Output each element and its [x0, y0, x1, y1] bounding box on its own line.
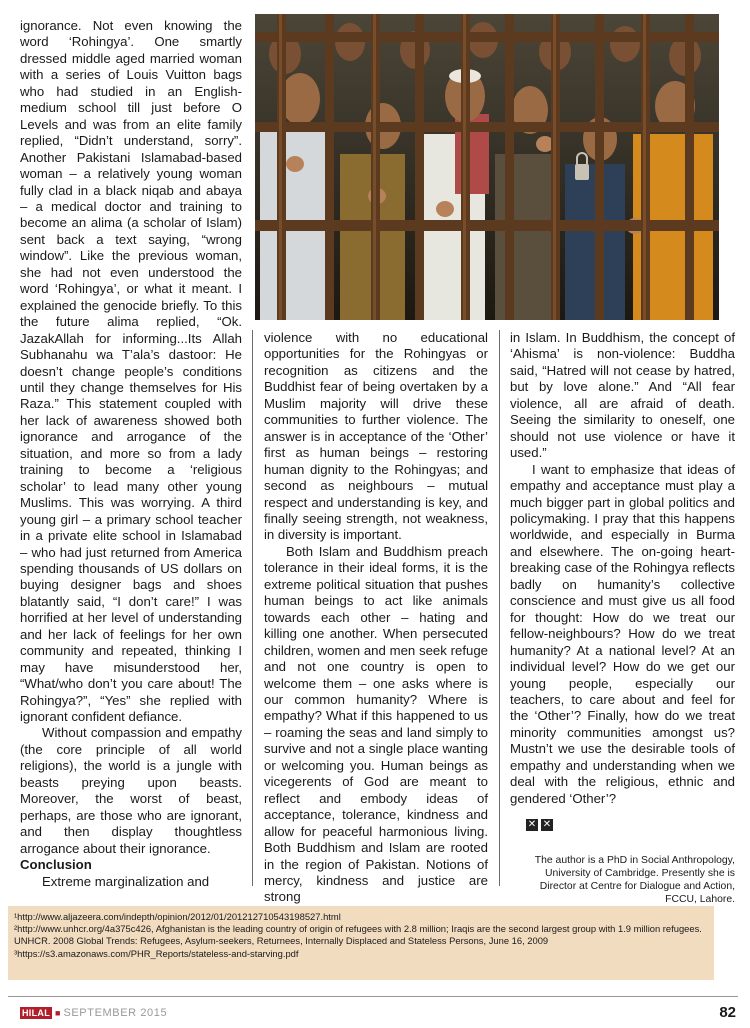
paragraph: Extreme marginalization and — [42, 873, 210, 889]
footnotes-box — [8, 906, 714, 980]
author-bio-line: The author is a PhD in Social Anthropology, — [534, 854, 735, 866]
photo-illustration — [255, 14, 719, 320]
author-bio-line: Director at Centre for Dialogue and Action, — [539, 880, 735, 892]
paragraph: in Islam. In Buddhism, the concept of ‘Ahisma’ is non-violence: Buddha said, “Hatred will not cease by hatred, but by love alone.” And “All fear violence, all are afraid of death. Seeing the similarity to oneself, one should not use violence or have it used.” — [510, 330, 735, 461]
section-heading-conclusion: Conclusion — [20, 857, 92, 873]
end-ornament — [510, 815, 735, 831]
issue-date: SEPTEMBER 2015 — [63, 1007, 168, 1019]
footnote: ¹http://www.aljazeera.com/indepth/opinion/2012/01/201212710543198527.html — [14, 911, 341, 922]
page-number: 82 — [719, 1004, 736, 1021]
article-column-2 — [264, 330, 488, 906]
paragraph: ignorance. Not even knowing the word ‘Rohingya’. One smartly dressed middle aged married woman with a series of Louis Vuitton bags who had studied in an English-medium school till just before O Levels and was from an elite family replied, “Didn’t understand, sorry”. Another Pakistani Islamabad-based woman – a relatively young woman fully clad in a black niqab and abaya – a medical doctor and training to become an alima (a scholar of Islam) sent back a text saying, “wrong window”. Like the previous woman, she had not even understood the word ‘Rohingya’, or what it meant. I explained the genocide briefly. To this the future alima replied, “Ok. JazakAllah for informing...Its Allah Subhanahu wa T’ala’s dastoor: He doesn’t change people’s conditions until they change themselves for His Raza.” This statement coupled with her lack of awareness showed both ignorance and arrogance of the situation, and more so from a lady training to become a ‘religious scholar’ to lead many other young Muslims. This was worrying. A third young girl – a primary school teacher in a private elite school in Islamabad – who had just returned from America spending thousands of US dollars on buying designer bags and shoes blatantly said, “I don’t care!” I was horrified at her level of understanding and her lack of feelings for her own community and repeated, thinking I may have misunderstood her, “What/who don’t you care about! The Rohingya?”, “Yes” she replied with ignorant confident defiance. — [20, 18, 242, 725]
paragraph: Without compassion and empathy (the core principle of all world religions), the world is a jungle with beasts preying upon beasts. Moreover, the worst of beast, perhaps, are those who are ignorant, and then display thoughtless arrogance about their ignorance. — [20, 725, 242, 856]
footer-divider — [8, 996, 738, 997]
article-column-1 — [20, 18, 242, 890]
magazine-logo: HILAL — [22, 1008, 50, 1018]
paragraph: Both Islam and Buddhism preach tolerance in their ideal forms, it is the extreme political situation that pushes human beings to act like animals towards each other – hating and killing one another. When persecuted children, women and men seek refuge and not one country is open to welcome them – one asks where is our common humanity? Where is empathy? What if this happened to us – roaming the seas and land simply to survive and not a single place wanting or welcoming you. Human beings as vicegerents of God are meant to reflect and embody ideas of acceptance, tolerance, kindness and allow for peaceful harmonious living. Both Buddhism and Islam are rooted in the region of Pakistan. Notions of mercy, kindness and justice are strong — [264, 543, 488, 905]
paragraph: violence with no educational opportunities for the Rohingyas or recognition as citizens and the Buddhist fear of being overtaken by a Muslim majority will drive these communities to further violence. The answer is in acceptance of the ‘Other’ first as human beings – restoring human dignity to the Rohingyas; and second as neighbours – mutual respect and understanding is key, and finally seeing strength, not weakness, in diversity is important. — [264, 330, 488, 543]
column-divider — [499, 330, 500, 886]
ornament-icon: ✕ — [542, 819, 552, 831]
article-column-3 — [510, 330, 735, 906]
column-divider — [252, 330, 253, 886]
separator-dot: ■ — [55, 1008, 61, 1018]
author-bio-line: University of Cambridge. Presently she is — [545, 867, 735, 879]
photo-refugees-behind-bars — [255, 14, 719, 320]
author-bio-line: FCCU, Lahore. — [665, 893, 735, 905]
footnote: ³https://s3.amazonaws.com/PHR_Reports/stateless-and-starving.pdf — [14, 947, 299, 959]
paragraph: I want to emphasize that ideas of empathy and acceptance must play a much bigger part in global politics and policymaking. I pray that this happens worldwide, and especially in Burma and elsewhere. The on-going heart-breaking case of the Rohingya reflects badly on humanity’s collective conscience and must give us all food for thought: How do we treat our fellow-neighbours? How do we treat humanity? At a national level? At an individual level? How do we get our young people, especially our teachers, to care about and feel for the ‘Other’? Finally, how do we treat minority communities amongst us? Mustn’t we use the desirable tools of empathy and understanding when we deal with the religious, ethnic and gendered ‘Other’? — [510, 461, 735, 806]
page-footer — [20, 1004, 740, 1024]
ornament-icon: ✕ — [527, 819, 537, 831]
footnote: ²http://www.unhcr.org/4a375c426, Afghanistan is the leading country of origin of refugees with 2.8 million; Iraqis are the second largest group with 1.9 million refugees. UNHCR. 2008 Global Trends: Refugees, Asylum-seekers, Returnees, Internally Displaced and Stateless Persons, June 16, 2009 — [14, 923, 702, 947]
magazine-brand — [20, 1007, 167, 1019]
author-bio — [510, 854, 735, 906]
